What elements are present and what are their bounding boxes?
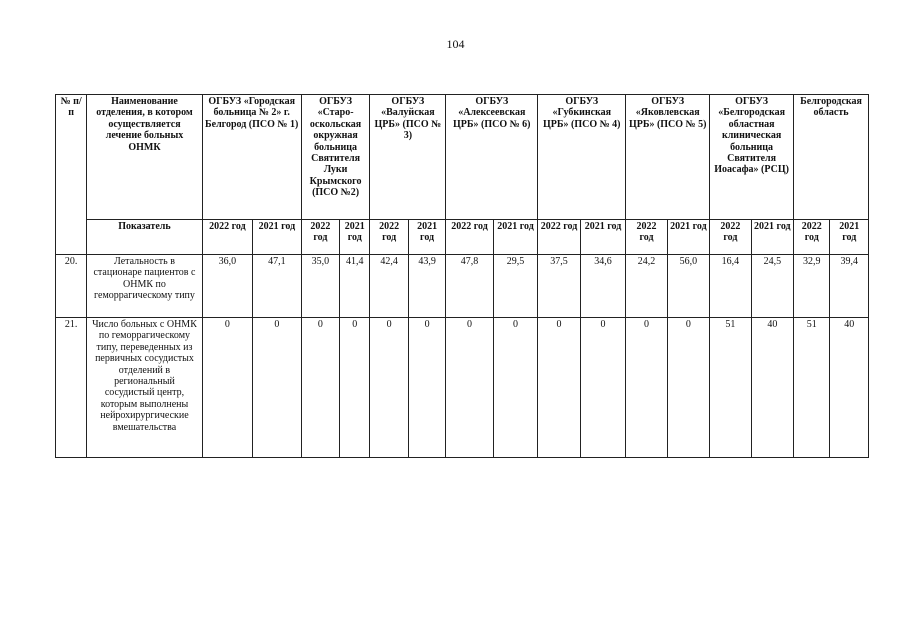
group-header-pso2: ОГБУЗ «Старо-оскольская окружная больница Святителя Луки Крымского (ПСО №2) [301,95,370,220]
table-cell: 0 [580,318,626,458]
table-cell: 32,9 [794,255,830,318]
table-cell: 34,6 [580,255,626,318]
row-indicator-name: Летальность в стационаре пациентов с ОНМК по геморрагическому типу [87,255,202,318]
group-header-pso4: ОГБУЗ «Губкинская ЦРБ» (ПСО № 4) [538,95,626,220]
year-header: 2022 год [538,220,580,255]
year-header: 2022 год [710,220,751,255]
year-header: 2021 год [253,220,302,255]
table-cell: 0 [446,318,494,458]
group-header-pso1: ОГБУЗ «Городская больница № 2» г. Белгород (ПСО № 1) [202,95,301,220]
table-cell: 51 [710,318,751,458]
table-cell: 24,2 [626,255,667,318]
table-cell: 0 [340,318,370,458]
table-cell: 51 [794,318,830,458]
header-row [56,95,869,220]
year-header: 2021 год [340,220,370,255]
group-header-rsc: ОГБУЗ «Белгородская областная клиническая больница Святителя Иоасафа» (РСЦ) [710,95,794,220]
group-header-region: Белгородская область [794,95,869,220]
table-cell: 39,4 [830,255,869,318]
table-cell: 40 [830,318,869,458]
col-no-header: № п/п [56,95,87,255]
group-header-pso3: ОГБУЗ «Валуйская ЦРБ» (ПСО № 3) [370,95,446,220]
group-header-pso5: ОГБУЗ «Яковлевская ЦРБ» (ПСО № 5) [626,95,710,220]
page-number: 104 [446,37,465,51]
year-header: 2022 год [794,220,830,255]
table-cell: 0 [253,318,302,458]
table-cell: 29,5 [493,255,538,318]
table-cell: 24,5 [751,255,793,318]
table-cell: 0 [538,318,580,458]
year-header: 2022 год [370,220,408,255]
year-header: 2021 год [493,220,538,255]
table-row [56,255,869,318]
table-cell: 0 [667,318,709,458]
table-cell: 47,8 [446,255,494,318]
year-header: 2021 год [408,220,445,255]
row-number: 20. [56,255,87,318]
table-cell: 47,1 [253,255,302,318]
table-cell: 0 [408,318,445,458]
year-header: 2021 год [751,220,793,255]
table-cell: 37,5 [538,255,580,318]
year-header: 2021 год [830,220,869,255]
row-number: 21. [56,318,87,458]
year-header: 2021 год [667,220,709,255]
table-cell: 16,4 [710,255,751,318]
table-cell: 0 [370,318,408,458]
table-row [56,318,869,458]
row-indicator-name: Число больных с ОНМК по геморрагическому типу, переведенных из первичных сосудистых отделений в региональный сосудистый центр, которым выполнены нейрохирургические вмешательства [87,318,202,458]
table-cell: 0 [202,318,253,458]
table-cell: 42,4 [370,255,408,318]
year-header: 2021 год [580,220,626,255]
col-name-header: Наименование отделения, в котором осуществляется лечение больных ОНМК [87,95,202,220]
year-header: 2022 год [446,220,494,255]
year-header: 2022 год [202,220,253,255]
table-cell: 56,0 [667,255,709,318]
table-cell: 35,0 [301,255,339,318]
year-header-row [56,220,869,255]
report-table [55,94,869,458]
year-header: 2022 год [626,220,667,255]
table-cell: 0 [493,318,538,458]
table-cell: 36,0 [202,255,253,318]
table-cell: 40 [751,318,793,458]
table-cell: 43,9 [408,255,445,318]
indicator-header: Показатель [87,220,202,255]
group-header-pso6: ОГБУЗ «Алексеевская ЦРБ» (ПСО № 6) [446,95,538,220]
table-cell: 0 [626,318,667,458]
year-header: 2022 год [301,220,339,255]
table-cell: 41,4 [340,255,370,318]
table-cell: 0 [301,318,339,458]
